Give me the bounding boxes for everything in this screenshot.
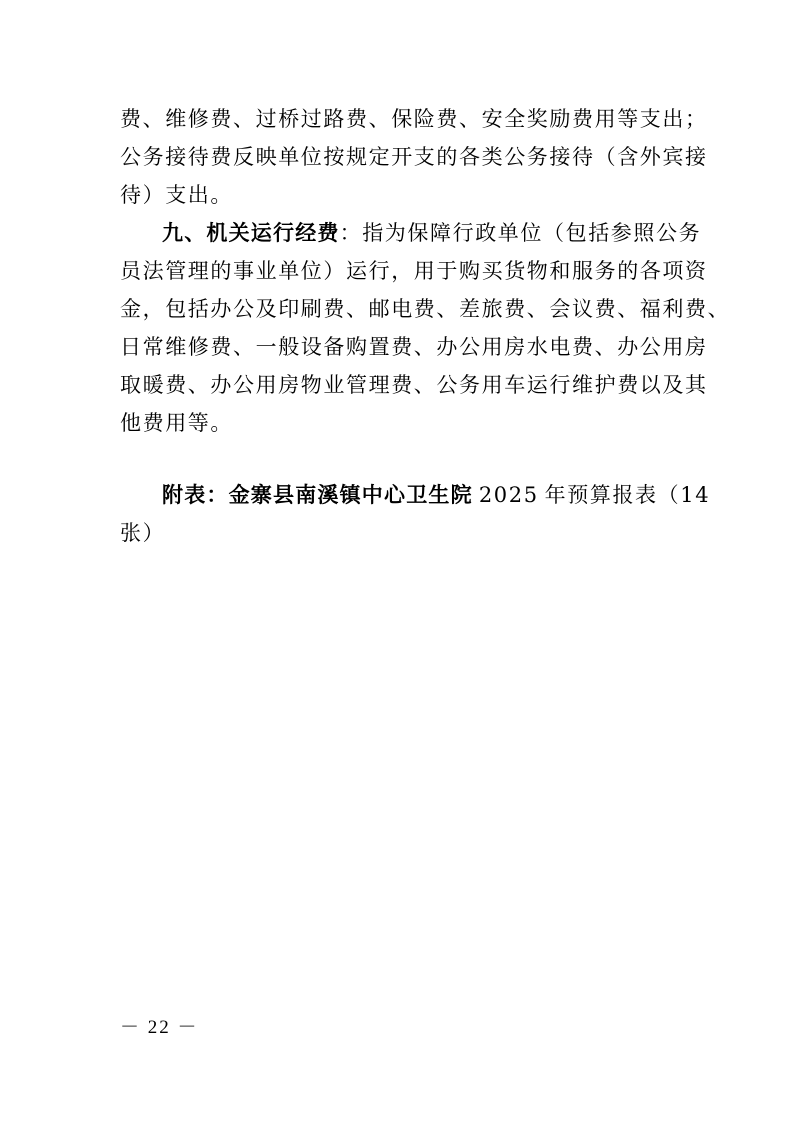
paragraph-line: 费、维修费、过桥过路费、保险费、安全奖励费用等支出； (120, 107, 708, 131)
section-nine-heading: 九、机关运行经费 (162, 221, 340, 245)
paragraph-line: 员法管理的事业单位）运行，用于购买货物和服务的各项资 (120, 259, 708, 283)
attachment-year: 2025 (478, 483, 539, 507)
paragraph-line: 日常维修费、一般设备购置费、办公用房水电费、办公用房 (120, 335, 708, 359)
attachment-label: 附表：金寨县南溪镇中心卫生院 (162, 483, 473, 507)
paragraph-line: 公务接待费反映单位按规定开支的各类公务接待（含外宾接 (120, 145, 708, 169)
attachment-line (162, 481, 710, 509)
paragraph-line: 待）支出。 (120, 183, 233, 207)
section-nine-first-line (162, 219, 701, 247)
paragraph-line: 取暖费、办公用房物业管理费、公务用车运行维护费以及其 (120, 373, 708, 397)
page-number: － 22 － (120, 1017, 199, 1038)
attachment-line-2: 张） (120, 521, 166, 545)
section-nine-text: ：指为保障行政单位（包括参照公务 (339, 221, 702, 245)
attachment-text: 年预算报表（14 (544, 483, 711, 507)
paragraph-line: 金，包括办公及印刷费、邮电费、差旅费、会议费、福利费、 (120, 297, 731, 321)
paragraph-line: 他费用等。 (120, 411, 233, 435)
